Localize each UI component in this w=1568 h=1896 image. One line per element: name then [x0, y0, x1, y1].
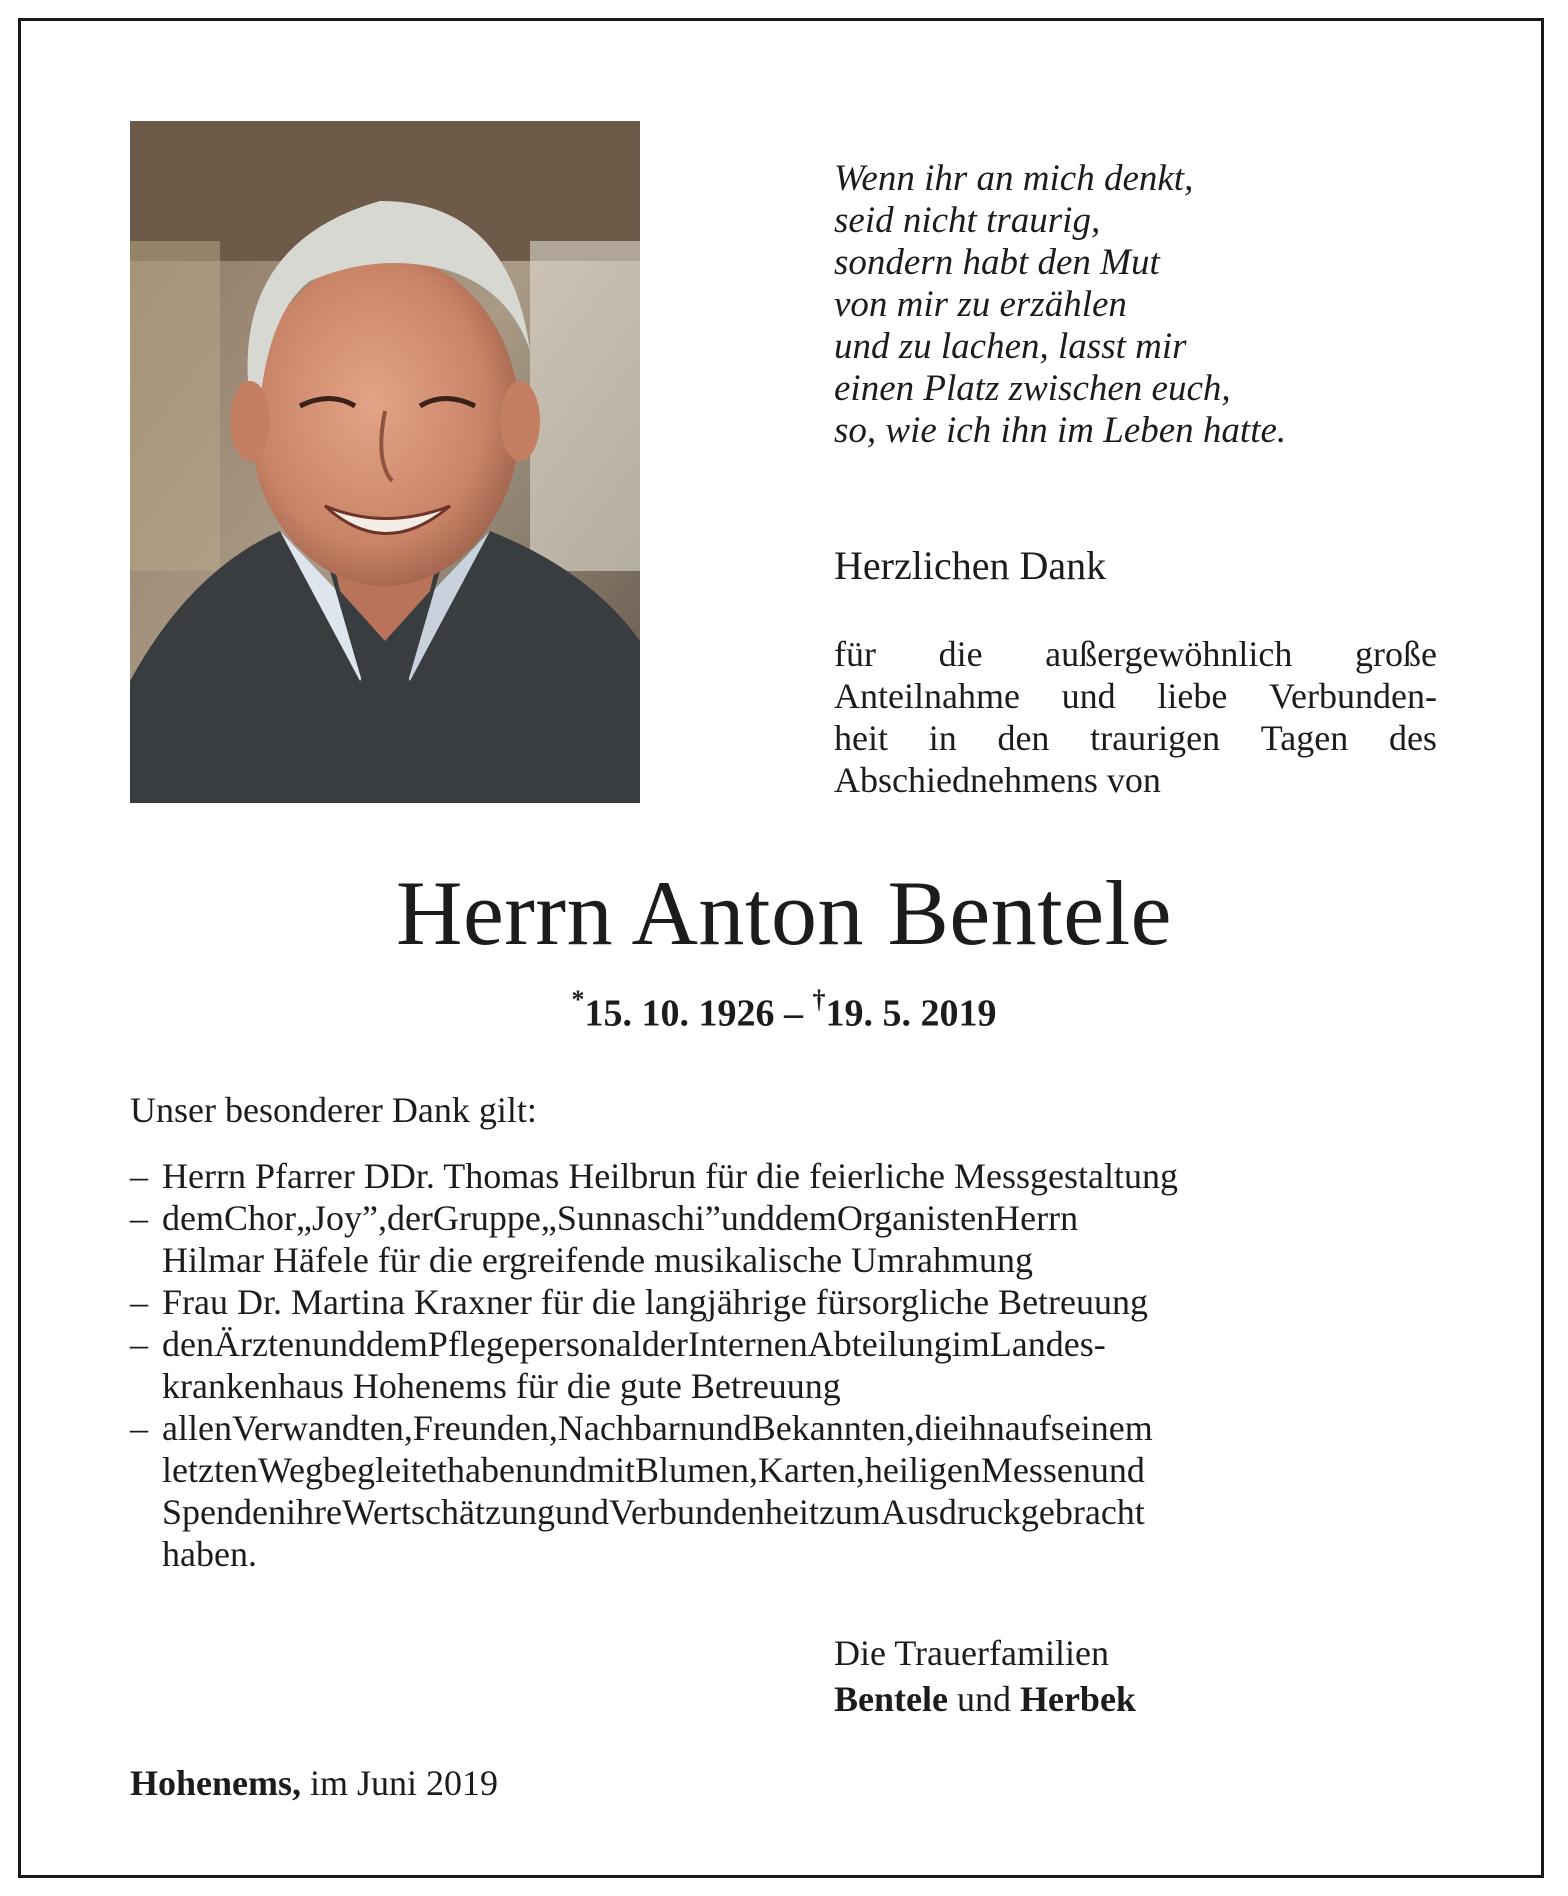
word: außergewöhnlich [1045, 634, 1293, 674]
word: für [834, 634, 876, 674]
word: Messen [980, 1450, 1091, 1490]
thanks-list-item [130, 1197, 1437, 1281]
word: der [641, 1324, 688, 1364]
word: „Joy”, [295, 1198, 387, 1238]
word: dem [162, 1198, 224, 1238]
word: Wertschätzung [341, 1492, 555, 1532]
thanks-text [834, 633, 1437, 801]
family-names [834, 1676, 1136, 1722]
thanks-list-item [130, 1407, 1437, 1575]
word: heiligen [864, 1450, 981, 1490]
life-dates [0, 980, 1568, 1038]
word: ihn [958, 1408, 1005, 1448]
word: zum [818, 1492, 881, 1532]
place-date: im Juni 2019 [310, 1763, 499, 1803]
word: Karten, [757, 1450, 865, 1490]
word: heit [834, 718, 888, 758]
poem-line: und zu lachen, lasst mir [834, 326, 1187, 367]
list-item-line [162, 1323, 1437, 1365]
word: und [311, 1324, 366, 1364]
word: auf [1004, 1408, 1051, 1448]
word: Landes- [989, 1324, 1106, 1364]
word: Ärzten [213, 1324, 312, 1364]
word: den [162, 1324, 214, 1364]
word: Ausdruck [880, 1492, 1021, 1532]
signoff-line: Die Trauerfamilien [834, 1633, 1109, 1673]
thanks-line [834, 675, 1437, 717]
word: Verbunden- [1269, 676, 1437, 716]
list-dash: – [130, 1324, 148, 1364]
list-item-line: krankenhaus Hohenems für die gute Betreuung [162, 1366, 841, 1406]
word: Blumen, [634, 1450, 758, 1490]
word: dem [365, 1324, 428, 1364]
word: Weg [257, 1450, 324, 1490]
list-item-line: Hilmar Häfele für die ergreifende musikalische Umrahmung [162, 1240, 1034, 1280]
word: Verwandten, [231, 1408, 413, 1448]
word: Anteilnahme [834, 676, 1020, 716]
poem-line: sondern habt den Mut [834, 242, 1160, 283]
word: im [951, 1324, 990, 1364]
list-item-line [162, 1197, 1437, 1239]
signoff [834, 1630, 1136, 1722]
thanks-heading: Herzlichen Dank [834, 543, 1107, 588]
word: liebe [1157, 676, 1228, 716]
word: dem [774, 1198, 837, 1238]
list-item-line: haben. [162, 1534, 257, 1574]
list-dash: – [130, 1408, 148, 1448]
poem-line: so, wie ich ihn im Leben hatte. [834, 410, 1287, 451]
family-name: Herbek [1019, 1679, 1136, 1719]
word: seinem [1050, 1408, 1153, 1448]
word: Abteilung [807, 1324, 952, 1364]
word: des [1388, 718, 1437, 758]
birth-date: 15. 10. 1926 [584, 992, 775, 1035]
special-thanks-heading: Unser besonderer Dank gilt: [130, 1090, 537, 1130]
death-date: 19. 5. 2019 [825, 992, 997, 1035]
word: begleitet [323, 1450, 447, 1490]
word: Nachbarn [557, 1408, 698, 1448]
word: Organisten [836, 1198, 995, 1238]
poem [834, 158, 1454, 452]
list-item-line [162, 1449, 1437, 1491]
list-item-line: Frau Dr. Martina Kraxner für die langjährige fürsorgliche Betreuung [162, 1282, 1149, 1322]
poem-line: von mir zu erzählen [834, 284, 1127, 325]
word: der [386, 1198, 433, 1238]
word: die [914, 1408, 959, 1448]
word: und [720, 1198, 775, 1238]
word: „Sunnaschi” [540, 1198, 721, 1238]
deceased-name: Herrn Anton Bentele [396, 862, 1172, 964]
death-symbol: † [812, 985, 826, 1014]
word: und [1090, 1450, 1145, 1490]
place-town: Hohenems, [130, 1763, 301, 1803]
word: Verbundenheit [608, 1492, 819, 1532]
thanks-line [834, 717, 1437, 759]
word: die [938, 634, 983, 674]
list-dash: – [130, 1156, 148, 1196]
thanks-list-item [130, 1323, 1437, 1407]
list-item-line: Herrn Pfarrer DDr. Thomas Heilbrun für die feierliche Messgestaltung [162, 1156, 1179, 1196]
list-item-line [162, 1491, 1437, 1533]
word: Gruppe [432, 1198, 541, 1238]
word: und [554, 1492, 609, 1532]
word: in [928, 718, 957, 758]
poem-line: einen Platz zwischen euch, [834, 368, 1231, 409]
place-and-date [130, 1760, 498, 1806]
word: Tagen [1260, 718, 1349, 758]
list-dash: – [130, 1198, 148, 1238]
word: gebracht [1020, 1492, 1145, 1532]
word: den [997, 718, 1050, 758]
word: Pflegepersonal [427, 1324, 642, 1364]
list-dash: – [130, 1282, 148, 1322]
family-connector: und [956, 1679, 1011, 1719]
word: Spenden [162, 1492, 286, 1532]
word: mit [586, 1450, 635, 1490]
word: Bekannten, [751, 1408, 915, 1448]
thanks-line [834, 633, 1437, 675]
word: und [697, 1408, 752, 1448]
word: letzten [162, 1450, 258, 1490]
word: ihre [285, 1492, 342, 1532]
word: und [1061, 676, 1116, 716]
list-item-line [162, 1407, 1437, 1449]
special-thanks-list [130, 1155, 1437, 1575]
poem-line: Wenn ihr an mich denkt, [834, 158, 1194, 199]
word: Freunden, [412, 1408, 558, 1448]
family-name: Bentele [834, 1679, 948, 1719]
date-separator: – [784, 992, 803, 1035]
word: Internen [687, 1324, 808, 1364]
portrait-image [130, 121, 640, 803]
thanks-line: Abschiednehmens von [834, 760, 1161, 800]
word: allen [162, 1408, 232, 1448]
thanks-list-item [130, 1155, 1437, 1197]
word: große [1355, 634, 1437, 674]
thanks-list-item [130, 1281, 1437, 1323]
poem-line: seid nicht traurig, [834, 200, 1101, 241]
word: Herrn [994, 1198, 1079, 1238]
portrait-photo [130, 121, 640, 803]
word: haben [446, 1450, 533, 1490]
word: traurigen [1090, 718, 1221, 758]
word: und [532, 1450, 587, 1490]
birth-symbol: * [571, 985, 585, 1014]
word: Chor [223, 1198, 296, 1238]
